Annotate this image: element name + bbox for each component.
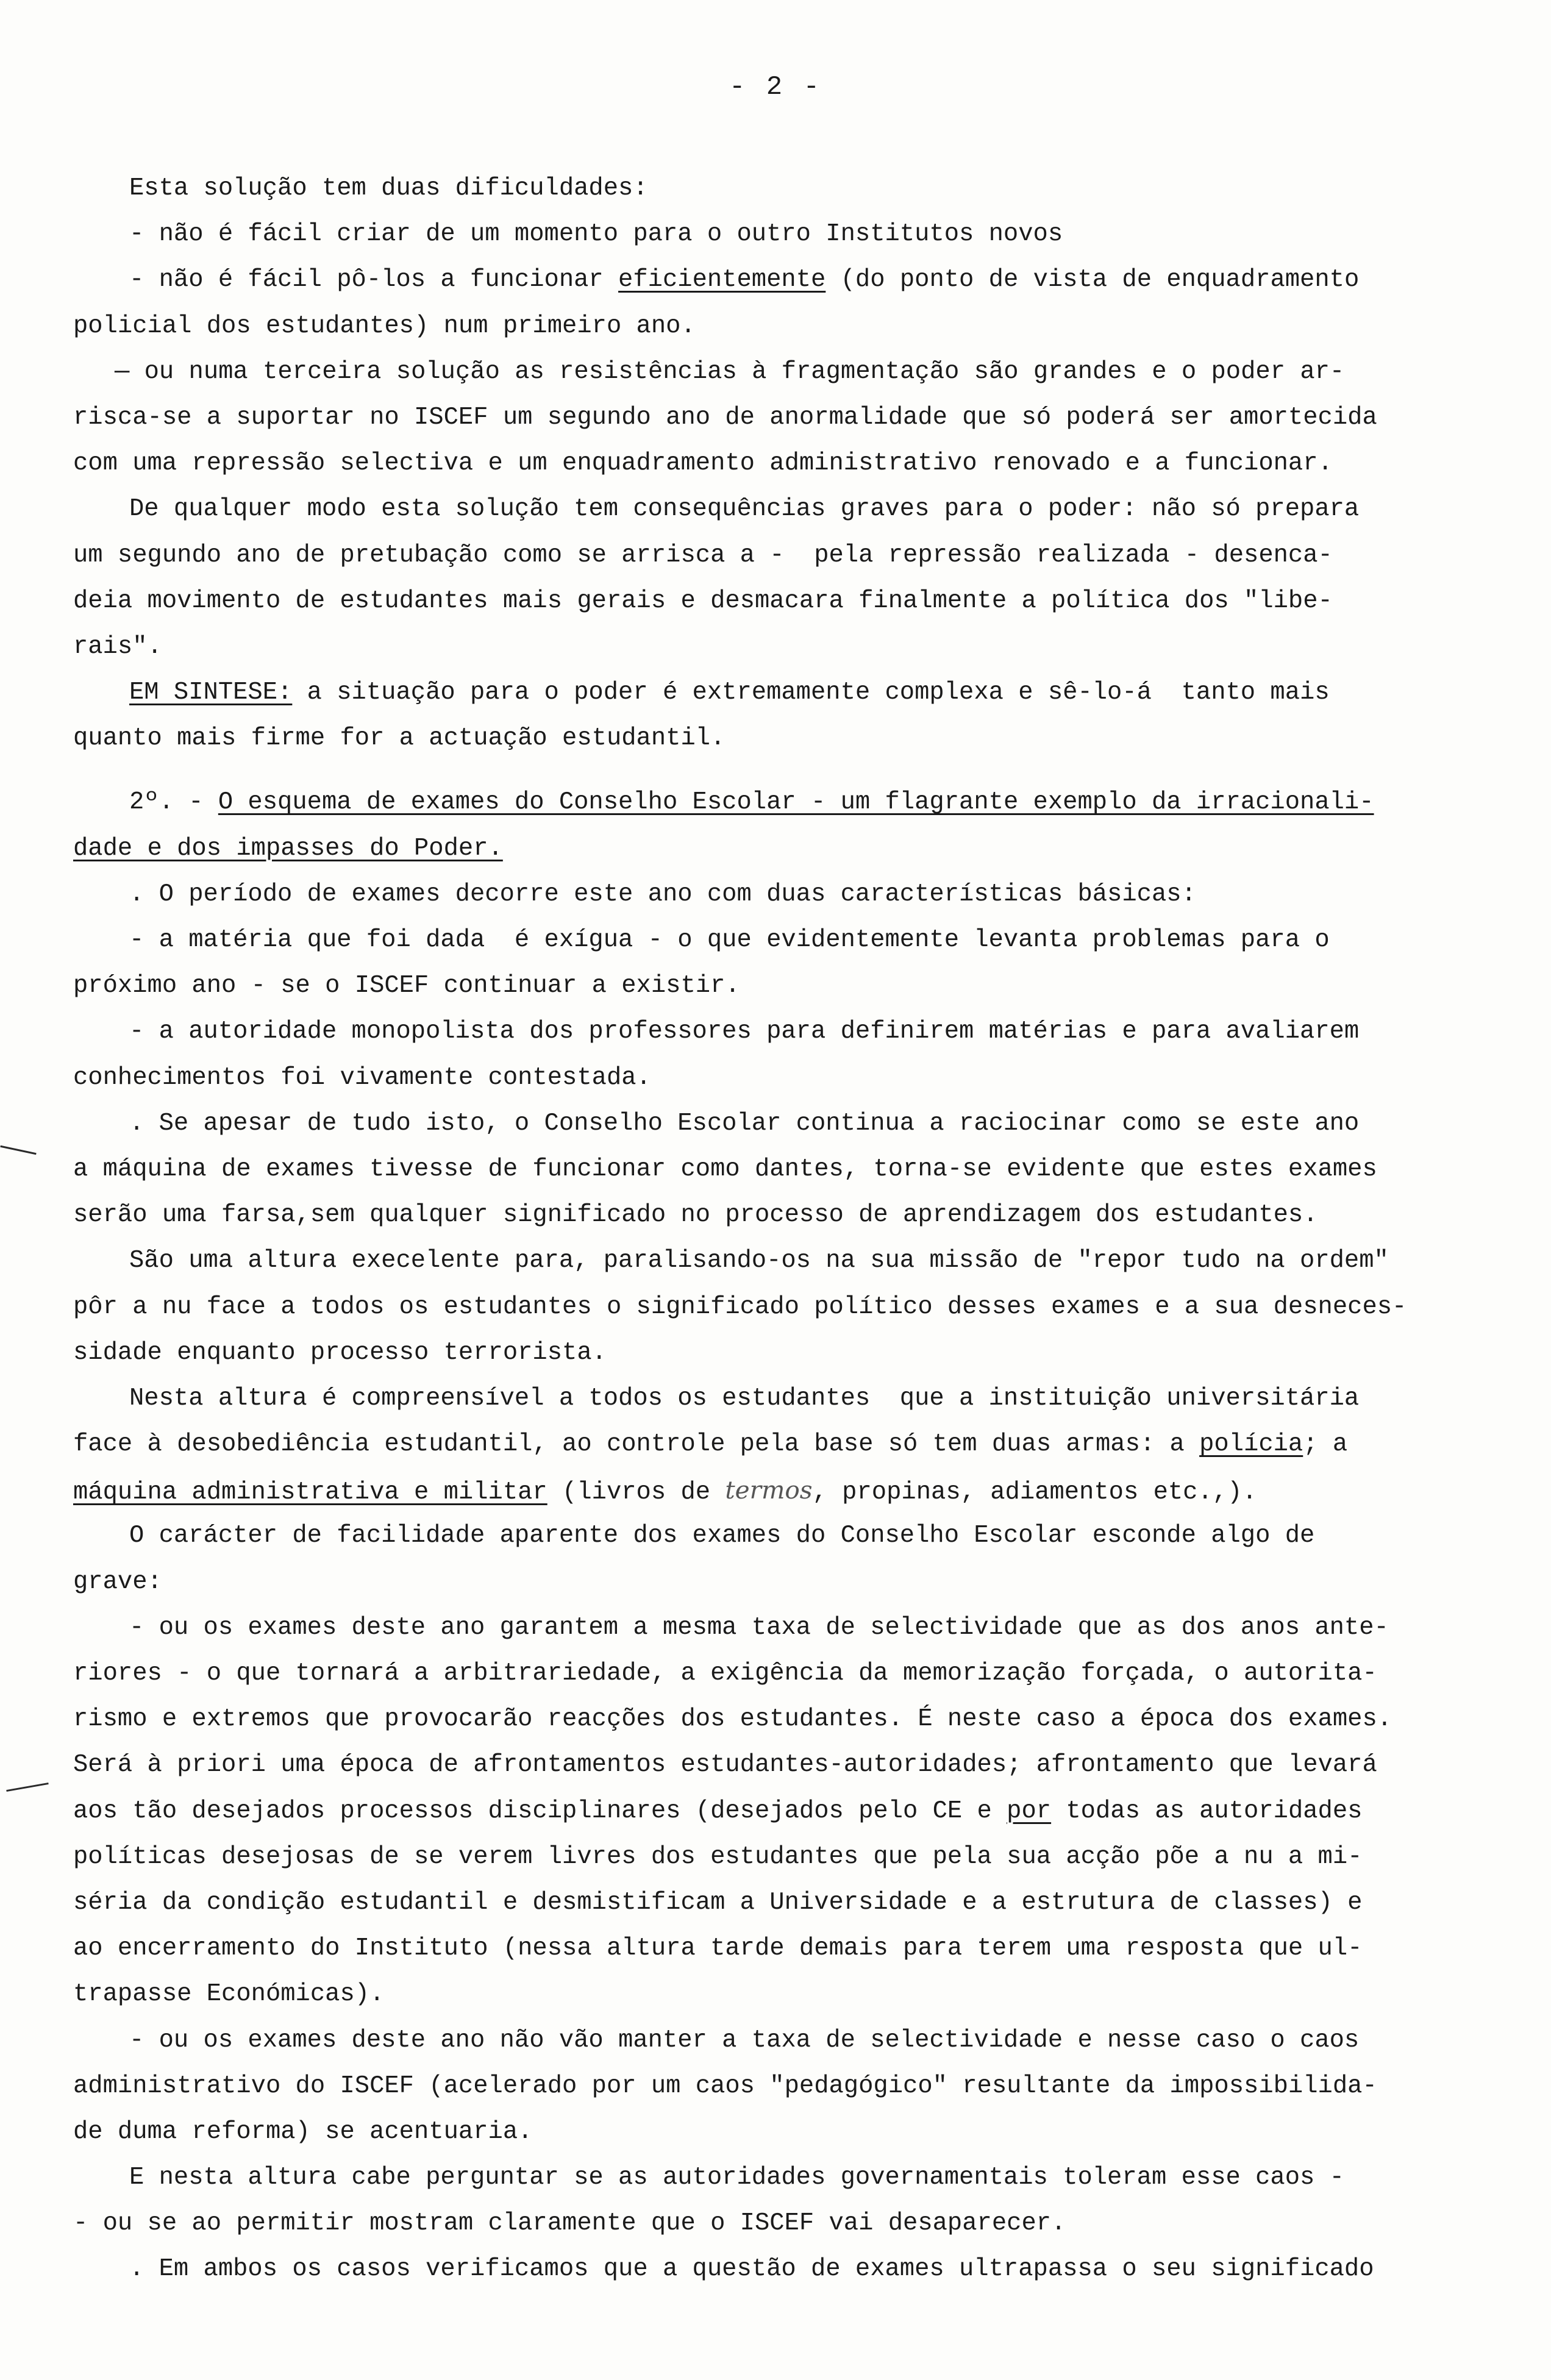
underlined-text: máquina administrativa e militar: [73, 1478, 547, 1507]
text-line: administrativo do ISCEF (acelerado por um caos "pedagógico" resultante da impossibilida-: [73, 2072, 1377, 2100]
text-line: com uma repressão selectiva e um enquadramento administrativo renovado e a funcionar.: [73, 449, 1333, 478]
text-line: [73, 1789, 1414, 1834]
document-body: [73, 166, 1414, 2293]
text-line: [73, 670, 1414, 716]
text-line: . Se apesar de tudo isto, o Conselho Escolar continua a raciocinar como se este ano: [129, 1109, 1360, 1138]
paragraph-gap: [73, 761, 1414, 780]
text-run: todas as autoridades: [1051, 1797, 1363, 1825]
text-line: sidade enquanto processo terrorista.: [73, 1338, 607, 1367]
text-line: conhecimentos foi vivamente contestada.: [73, 1063, 651, 1092]
text-run: aos tão desejados processos disciplinares (desejados pelo CE e: [73, 1797, 1007, 1825]
text-line: [73, 257, 1414, 303]
text-line: De qualquer modo esta solução tem consequências graves para o poder: não só prepara: [129, 495, 1360, 524]
page-number: - 2 -: [729, 72, 822, 102]
text-line: - não é fácil criar de um momento para o outro Institutos novos: [129, 220, 1063, 249]
text-line: um segundo ano de pretubação como se arrisca a - pela repressão realizada - desenca-: [73, 541, 1333, 569]
text-line: Será à priori uma época de afrontamentos estudantes-autoridades; afrontamento que levará: [73, 1751, 1377, 1780]
text-line: - a autoridade monopolista dos professores para definirem matérias e para avaliarem: [129, 1017, 1360, 1046]
text-line: São uma altura execelente para, paralisando-os na sua missão de "repor tudo na ordem": [129, 1247, 1389, 1275]
underlined-text: polícia: [1199, 1430, 1303, 1459]
text-run: face à desobediência estudantil, ao controle pela base só tem duas armas: a: [73, 1430, 1200, 1459]
text-line: rais".: [73, 632, 162, 661]
text-line: [73, 780, 1414, 825]
text-line: E nesta altura cabe perguntar se as autoridades governamentais toleram esse caos -: [129, 2164, 1344, 2192]
text-run: - não é fácil pô-los a funcionar: [129, 266, 604, 294]
text-line: policial dos estudantes) num primeiro ano.: [73, 312, 696, 340]
text-line: riores - o que tornará a arbitrariedade, a exigência da memorização forçada, o autorita-: [73, 1659, 1377, 1687]
text-line: rismo e extremos que provocarão reacções dos estudantes. É neste caso a época dos exames.: [73, 1705, 1392, 1734]
text-line: [73, 1422, 1414, 1467]
text-line: pôr a nu face a todos os estudantes o significado político desses exames e a sua desneces-: [73, 1292, 1407, 1321]
text-line: Nesta altura é compreensível a todos os estudantes que a instituição universitária: [129, 1384, 1360, 1413]
section-title: dade e dos impasses do Poder.: [73, 834, 503, 863]
text-line: trapasse Económicas).: [73, 1980, 385, 2009]
text-line: deia movimento de estudantes mais gerais e desmacara finalmente a política dos "libe-: [73, 586, 1333, 615]
text-line: próximo ano - se o ISCEF continuar a existir.: [73, 972, 740, 1000]
text-run: (livros de: [547, 1478, 726, 1507]
text-line: [73, 1467, 1414, 1513]
text-line: . O período de exames decorre este ano com duas características básicas:: [129, 880, 1196, 908]
text-line: O carácter de facilidade aparente dos exames do Conselho Escolar esconde algo de: [129, 1522, 1315, 1550]
text-line: ao encerramento do Instituto (nessa altura tarde demais para terem uma resposta que ul-: [73, 1934, 1363, 1963]
underlined-text: por: [1007, 1797, 1052, 1825]
text-line: — ou numa terceira solução as resistências à fragmentação são grandes e o poder ar-: [115, 357, 1345, 386]
text-line: de duma reforma) se acentuaria.: [73, 2117, 533, 2146]
text-run: , propinas, adiamentos etc.,).: [812, 1478, 1257, 1507]
text-line: - ou os exames deste ano garantem a mesma taxa de selectividade que as dos anos ante-: [129, 1613, 1389, 1642]
section-title: O esquema de exames do Conselho Escolar - um flagrante exemplo da irracionali-: [218, 788, 1374, 817]
text-line: políticas desejosas de se verem livres dos estudantes que pela sua acção põe a nu a mi-: [73, 1842, 1363, 1871]
text-line: - ou os exames deste ano não vão manter a taxa de selectividade e nesse caso o caos: [129, 2026, 1360, 2054]
text-line: a máquina de exames tivesse de funcionar como dantes, torna-se evidente que estes exames: [73, 1155, 1377, 1183]
text-line: - a matéria que foi dada é exígua - o que evidentemente levanta problemas para o: [129, 926, 1330, 954]
text-line: serão uma farsa,sem qualquer significado no processo de aprendizagem dos estudantes.: [73, 1201, 1318, 1230]
text-run: a situação para o poder é extremamente complexa e sê-lo-á tanto mais: [292, 679, 1330, 707]
text-line: . Em ambos os casos verificamos que a questão de exames ultrapassa o seu significado: [129, 2255, 1374, 2284]
text-line: risca-se a suportar no ISCEF um segundo ano de anormalidade que só poderá ser amortecida: [73, 403, 1377, 432]
section-number: 2º. -: [129, 788, 218, 817]
handwritten-word: termos: [725, 1475, 813, 1505]
margin-mark: [0, 1145, 36, 1155]
text-line: séria da condição estudantil e desmistificam a Universidade e a estrutura de classes) e: [73, 1888, 1363, 1917]
text-line: - ou se ao permitir mostram claramente que o ISCEF vai desaparecer.: [73, 2209, 1066, 2238]
text-line: [73, 826, 1414, 872]
text-run: ; a: [1303, 1430, 1348, 1459]
text-line: grave:: [73, 1567, 162, 1596]
section-heading: EM SINTESE:: [129, 679, 293, 707]
text-line: quanto mais firme for a actuação estudantil.: [73, 724, 726, 753]
underlined-text: eficientemente: [618, 266, 826, 294]
text-line: Esta solução tem duas dificuldades:: [129, 174, 648, 202]
text-run: (do ponto de vista de enquadramento: [840, 266, 1360, 294]
margin-mark: [6, 1783, 48, 1792]
